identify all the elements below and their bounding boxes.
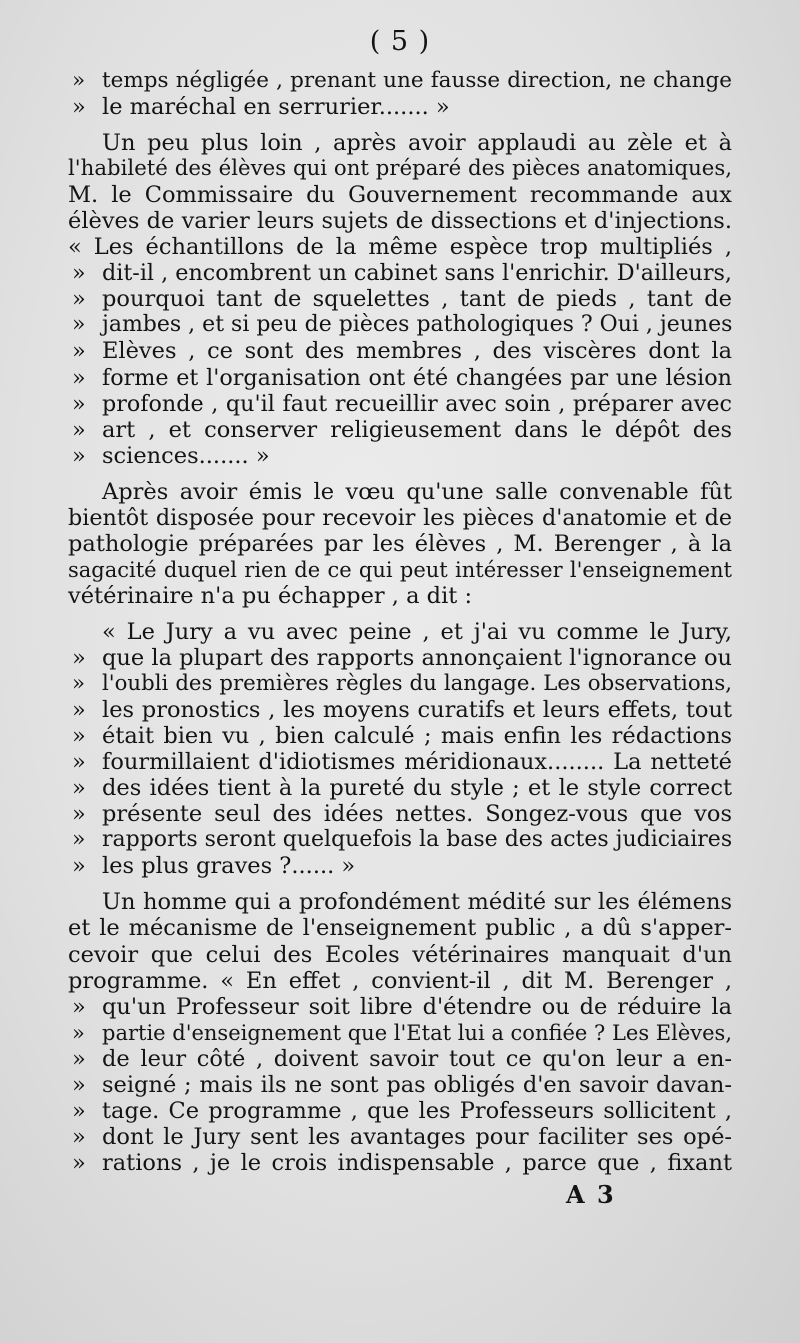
text-line: » des idées tient à la pureté du style ; et le style correct [68,775,732,801]
text-line: » art , et conserver religieusement dans le dépôt des [68,417,732,443]
text-line: » partie d'enseignement que l'Etat lui a confiée ? Les Elèves, [68,1020,732,1046]
page-number: ( 5 ) [369,26,431,57]
text-line: programme. « En effet , convient-il , dit M. Berenger , [68,967,732,994]
text-line: » dont le Jury sent les avantages pour faciliter ses opé- [68,1124,732,1150]
text-line: l'habileté des élèves qui ont préparé des pièces anatomiques, [68,156,732,182]
text-line: » le maréchal en serrurier....... » [68,94,732,120]
text-line: Un peu plus loin , après avoir applaudi au zèle et à [102,130,732,157]
text-line: cevoir que celui des Ecoles vétérinaires manquait d'un [68,941,732,968]
text-line: » l'oubli des premières règles du langage. Les observations, [68,671,732,697]
text-line: « Le Jury a vu avec peine , et j'ai vu comme le Jury, [102,618,732,645]
text-line: » jambes , et si peu de pièces pathologiques ? Oui , jeunes [68,312,732,338]
text-line: » les pronostics , les moyens curatifs et leurs effets, tout [68,697,732,723]
text-line: » sciences....... » [68,443,732,469]
text-line: » que la plupart des rapports annonçaient l'ignorance ou [68,645,732,671]
text-line: » les plus graves ?...... » [68,853,732,879]
text-line: » qu'un Professeur soit libre d'étendre ou de réduire la [68,994,732,1020]
text-line: » Elèves , ce sont des membres , des viscères dont la [68,338,732,364]
text-line: » dit-il , encombrent un cabinet sans l'enrichir. D'ailleurs, [68,260,732,286]
text-line: » temps négligée , prenant une fausse direction, ne change [68,68,732,94]
text-line: » pourquoi tant de squelettes , tant de pieds , tant de [68,286,732,312]
text-line: élèves de varier leurs sujets de dissections et d'injections. [68,208,732,235]
text-line: » était bien vu , bien calculé ; mais enfin les rédactions [68,723,732,749]
text-line: » de leur côté , doivent savoir tout ce qu'on leur a en- [68,1046,732,1072]
text-line: » seigné ; mais ils ne sont pas obligés d'en savoir davan- [68,1072,732,1098]
text-line: bientôt disposée pour recevoir les pièces d'anatomie et de [68,504,732,531]
text-line: Un homme qui a profondément médité sur les élémens [102,889,732,916]
text-line: pathologie préparées par les élèves , M. Berenger , à la [68,530,732,557]
text-line: sagacité duquel rien de ce qui peut intéresser l'enseignement [68,557,732,582]
text-line: » profonde , qu'il faut recueillir avec soin , préparer avec [68,391,732,417]
text-line: » présente seul des idées nettes. Songez-vous que vos [68,801,732,827]
signature-mark: A 3 [566,1180,616,1209]
text-line: » tage. Ce programme , que les Professeurs sollicitent , [68,1098,732,1124]
text-line: et le mécanisme de l'enseignement public , a dû s'apper- [68,915,732,942]
body-text [68,68,732,1176]
text-line: vétérinaire n'a pu échapper , a dit : [68,582,473,609]
text-line: M. le Commissaire du Gouvernement recommande aux [68,182,732,209]
text-line: » fourmillaient d'idiotismes méridionaux........ La netteté [68,749,732,775]
text-line: » forme et l'organisation ont été changées par une lésion [68,365,732,391]
text-line: » rations , je le crois indispensable , parce que , fixant [68,1150,732,1176]
text-line: Après avoir émis le vœu qu'une salle convenable fût [102,478,732,505]
text-line: « Les échantillons de la même espèce trop multipliés , [68,234,732,261]
text-line: » rapports seront quelquefois la base des actes judiciaires [68,827,732,853]
